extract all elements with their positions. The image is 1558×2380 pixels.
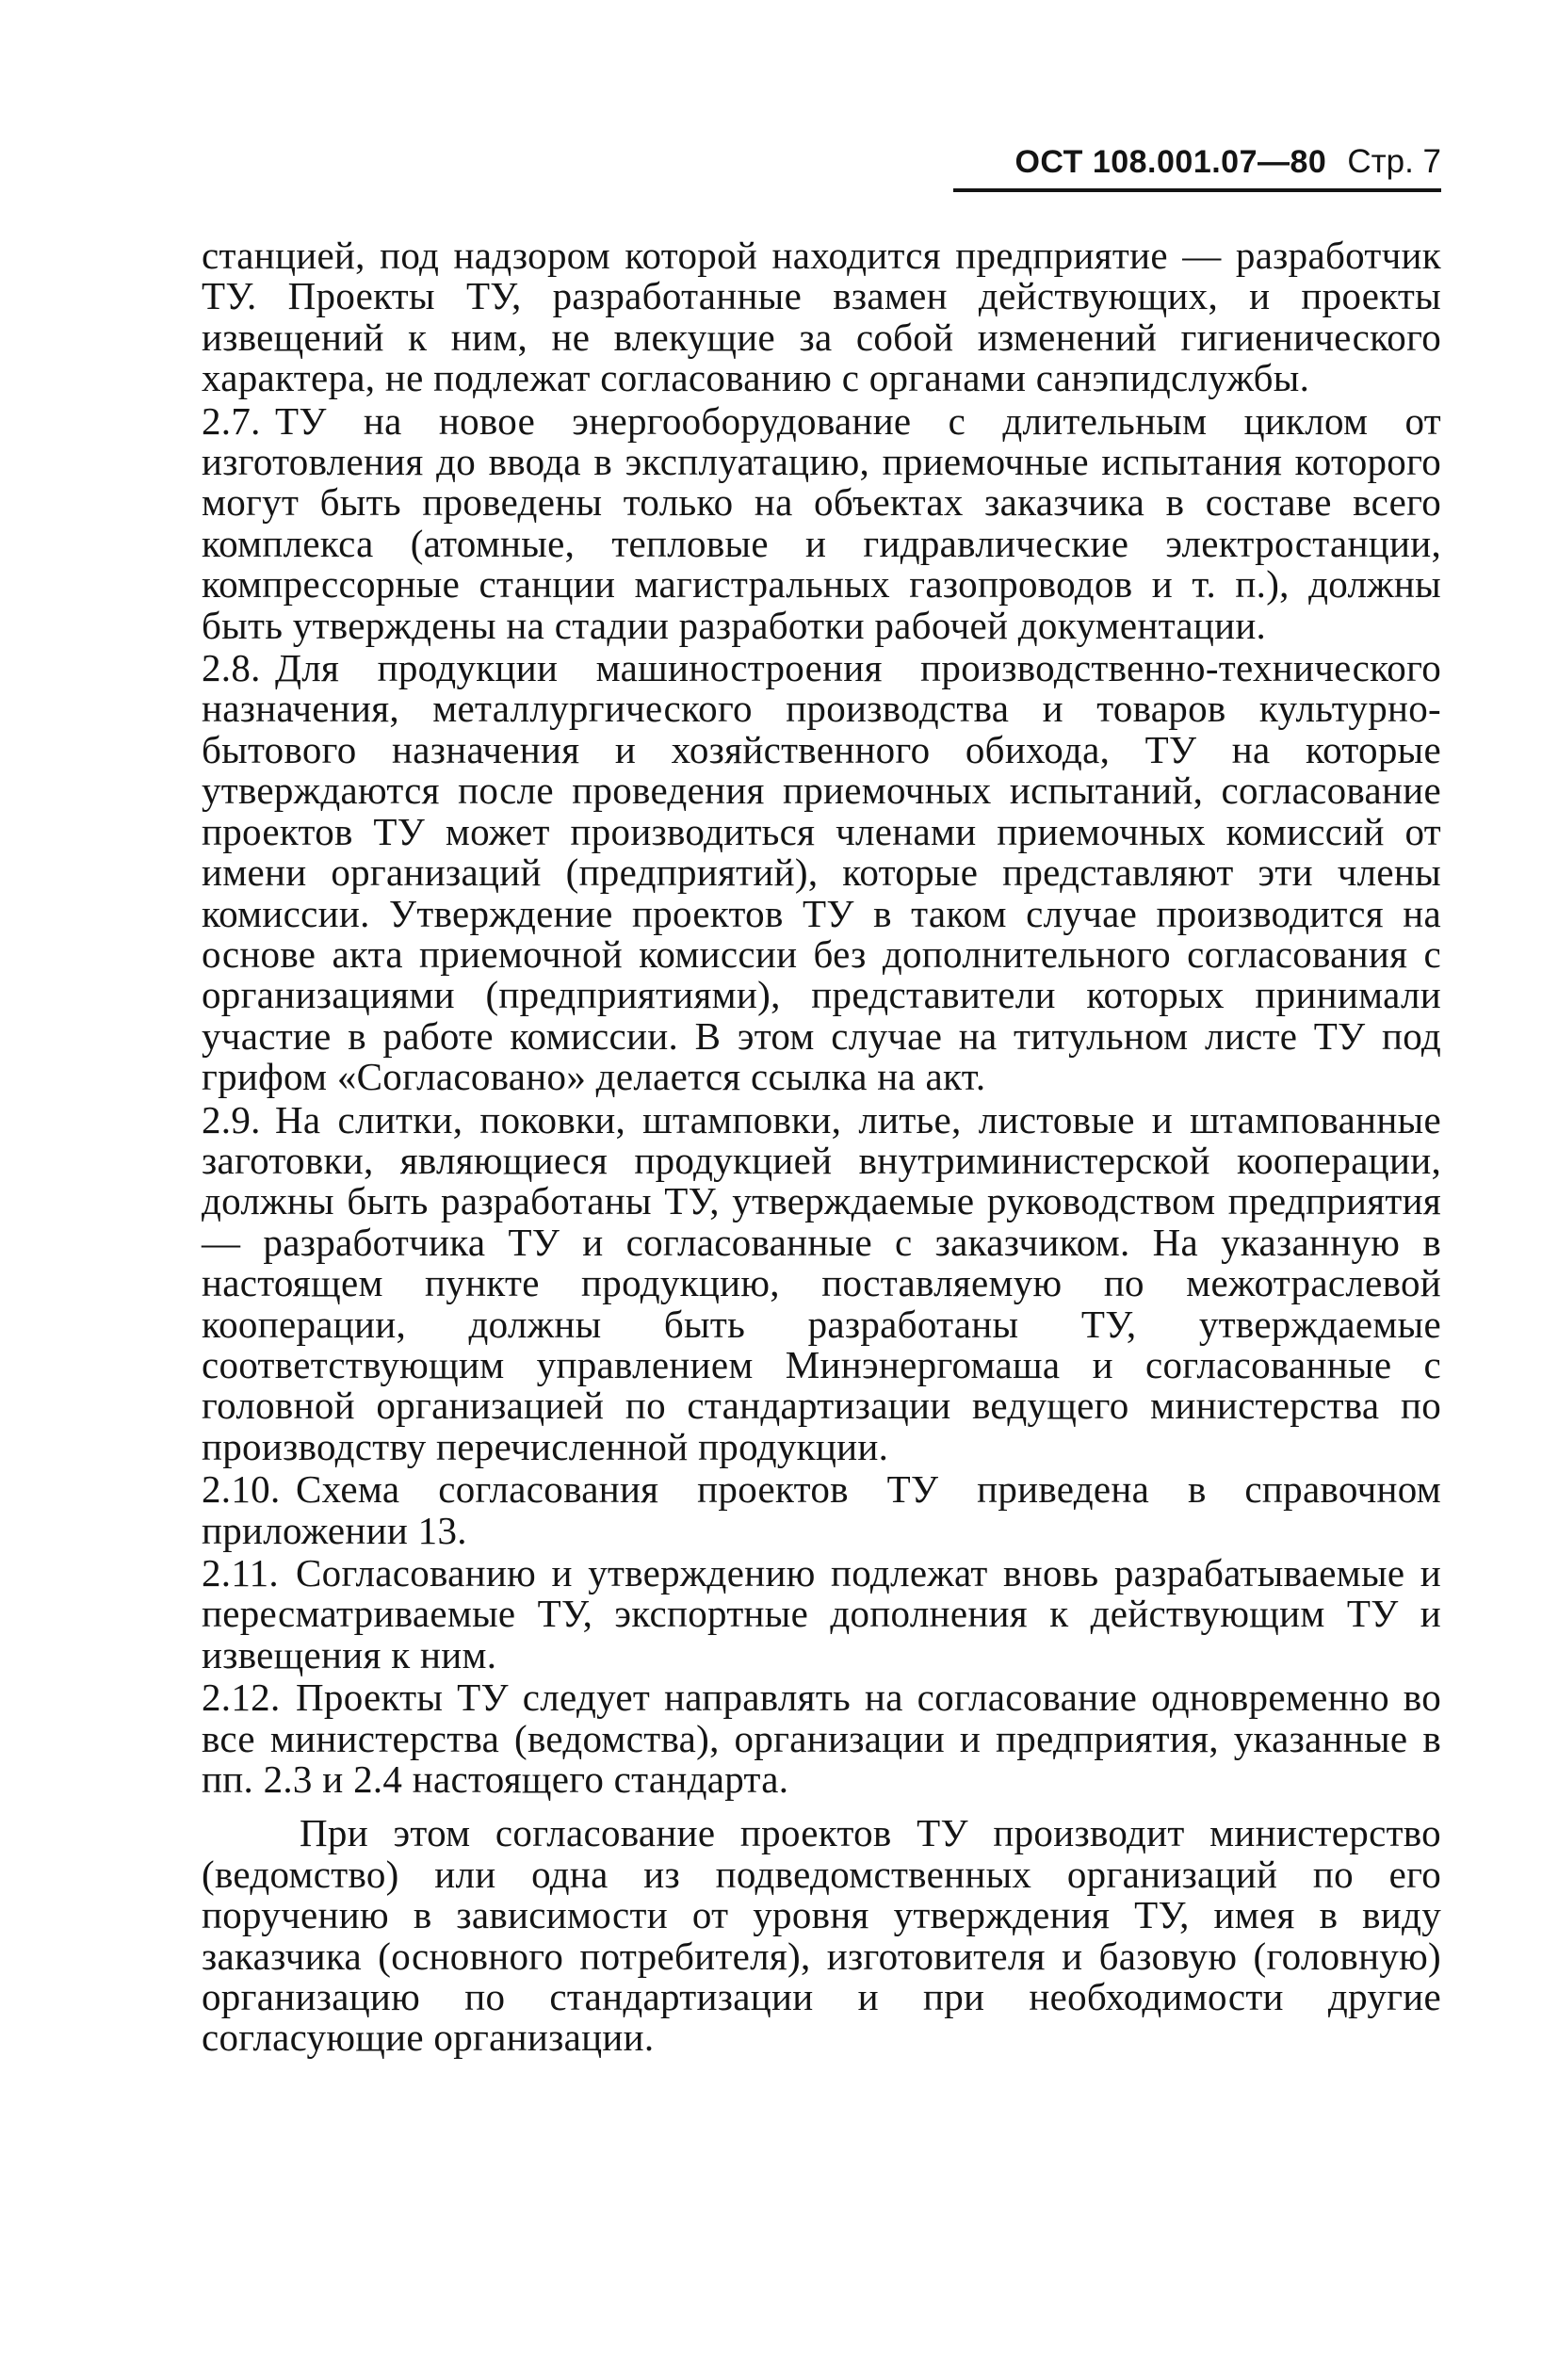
paragraph-text: На слитки, поковки, штамповки, литье, листовые и штампованные заготовки, являющиеся продукцией внутриминистерской кооперации, должны быть разработаны ТУ, утверждаемые руководством предприятия — разработчика ТУ и согласованные с заказчиком. На указанную в настоящем пункте продукцию, поставляемую по межотраслевой кооперации, должны быть разработаны ТУ, утверждаемые соответствующим управлением Минэнергомаша и согласованные с головной организацией по стандартизации ведущего министерства по производству перечисленной продукции. (202, 1097, 1441, 1468)
paragraph-text: Согласованию и утверждению подлежат вновь разрабатываемые и пересматриваемые ТУ, экспортные дополнения к действующим ТУ и извещения к ним. (202, 1551, 1441, 1676)
paragraph-2-8: 2.8. Для продукции машиностроения производственно-технического назначения, металлургического производства и товаров культурно-бытового назначения и хозяйственного обихода, ТУ на которые утверждаются после проведения приемочных испытаний, согласование проектов ТУ может производиться членами приемочных комиссий от имени организаций (предприятий), которые представляют эти члены комиссии. Утверждение проектов ТУ в таком случае производится на основе акта приемочной комиссии без дополнительного согласования с организациями (предприятиями), представители которых принимали участие в работе комиссии. В этом случае на титульном листе ТУ под грифом «Согласовано» делается ссылка на акт. (202, 646, 1441, 1099)
paragraph-text: Проекты ТУ следует направлять на согласование одновременно во все министерства (ведомства), организации и предприятия, указанные в пп. 2.3 и 2.4 настоящего стандарта. (202, 1676, 1441, 1802)
paragraph-text: При этом согласование проектов ТУ производит министерство (ведомство) или одна из подведомственных организаций по его поручению в зависимости от уровня утверждения ТУ, имея в виду заказчика (основного потребителя), изготовителя и базовую (головную) организацию по стандартизации и при необходимости другие согласующие организации. (202, 1811, 1441, 2060)
paragraph-continued (202, 235, 1441, 399)
header-rule (953, 188, 1441, 192)
paragraph-2-10: 2.10. Схема согласования проектов ТУ приведена в справочном приложении 13. (202, 1467, 1441, 1552)
page-header (1014, 139, 1441, 184)
paragraph-2-7: 2.7. ТУ на новое энергооборудование с длительным циклом от изготовления до ввода в эксплуатацию, приемочные испытания которого могут быть проведены только на объектах заказчика в составе всего комплекса (атомные, тепловые и гидравлические электростанции, компрессорные станции магистральных газопроводов и т. п.), должны быть утверждены на стадии разработки рабочей документации. (202, 398, 1441, 647)
paragraph-text: Схема согласования проектов ТУ приведена в справочном приложении 13. (202, 1467, 1441, 1552)
paragraph-2-12: 2.12. Проекты ТУ следует направлять на согласование одновременно во все министерства (ведомства), организации и предприятия, указанные в пп. 2.3 и 2.4 настоящего стандарта. (202, 1676, 1441, 1802)
page-number: Стр. 7 (1347, 143, 1441, 180)
paragraph-2-9: 2.9. На слитки, поковки, штамповки, литье, листовые и штампованные заготовки, являющиеся продукцией внутриминистерской кооперации, должны быть разработаны ТУ, утверждаемые руководством предприятия — разработчика ТУ и согласованные с заказчиком. На указанную в настоящем пункте продукцию, поставляемую по межотраслевой кооперации, должны быть разработаны ТУ, утверждаемые соответствующим управлением Минэнергомаша и согласованные с головной организацией по стандартизации ведущего министерства по производству перечисленной продукции. (202, 1097, 1441, 1468)
paragraph-text: ТУ на новое энергооборудование с длительным циклом от изготовления до ввода в эксплуатацию, приемочные испытания которого могут быть проведены только на объектах заказчика в составе всего комплекса (атомные, тепловые и гидравлические электростанции, компрессорные станции магистральных газопроводов и т. п.), должны быть утверждены на стадии разработки рабочей документации. (202, 398, 1441, 647)
paragraph-text: станцией, под надзором которой находится предприятие — разработчик ТУ. Проекты ТУ, разработанные взамен действующих, и проекты извещений к ним, не влекущие за собой изменений гигиенического характера, не подлежат согласованию с органами санэпидслужбы. (202, 234, 1441, 400)
paragraph-text: Для продукции машиностроения производственно-технического назначения, металлургического производства и товаров культурно-бытового назначения и хозяйственного обихода, ТУ на которые утверждаются после проведения приемочных испытаний, согласование проектов ТУ может производиться членами приемочных комиссий от имени организаций (предприятий), которые представляют эти члены комиссии. Утверждение проектов ТУ в таком случае производится на основе акта приемочной комиссии без дополнительного согласования с организациями (предприятиями), представители которых принимали участие в работе комиссии. В этом случае на титульном листе ТУ под грифом «Согласовано» делается ссылка на акт. (202, 646, 1441, 1099)
paragraph-2-11: 2.11. Согласованию и утверждению подлежат вновь разрабатываемые и пересматриваемые ТУ, экспортные дополнения к действующим ТУ и извещения к ним. (202, 1551, 1441, 1676)
paragraph-final (202, 1813, 1441, 2058)
body-text (202, 235, 1441, 2059)
document-code: ОСТ 108.001.07—80 (1014, 144, 1327, 180)
